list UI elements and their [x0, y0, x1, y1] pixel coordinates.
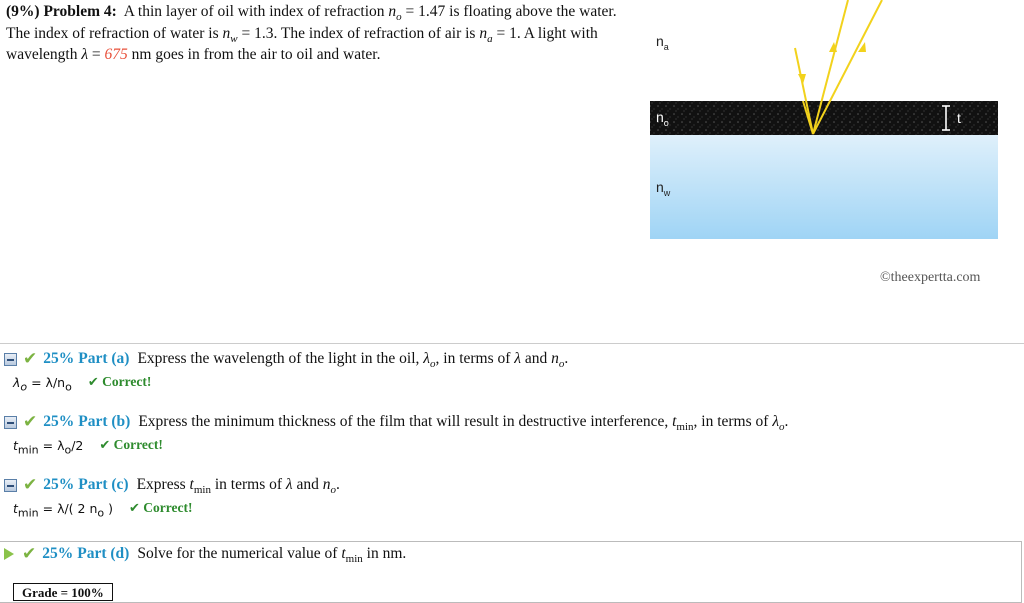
check-icon: ✔ [99, 438, 111, 453]
problem-text: nm goes in from the air to oil and water. [127, 46, 381, 63]
part-label[interactable]: Part (b) [78, 413, 131, 430]
checkmark-icon: ✔ [23, 349, 38, 369]
part-percent: 25% [42, 545, 74, 562]
label-n-oil: $n_o$ [656, 109, 669, 128]
thin-film-diagram [648, 0, 1000, 240]
problem-statement [6, 1, 618, 66]
part-question: Express $t_{min}$ in terms of λ and $n_o$. [136, 476, 340, 497]
problem-text: = [88, 46, 105, 63]
collapse-icon[interactable] [4, 479, 17, 492]
part-percent: 25% [43, 413, 75, 430]
part-b-answer [13, 437, 163, 456]
problem-text: = 1.47 is floating above the water. The index of refraction of water is [6, 3, 617, 42]
answer-expression: $t_{min} = \lambda/$( 2 $n_o$ ) [13, 500, 113, 519]
answer-expression: $t_{min} = \lambda_o/2$ [13, 437, 84, 456]
part-c [4, 474, 340, 496]
checkmark-icon: ✔ [23, 475, 38, 495]
label-n-air: $n_a$ [656, 33, 669, 52]
part-question: Express the minimum thickness of the film that will result in destructive interference, $t_{min}$, in terms of $\lambda_o$. [138, 413, 789, 434]
part-b [4, 411, 788, 433]
symbol-n: n [388, 3, 397, 20]
part-question: Express the wavelength of the light in the oil, $\lambda_o$, in terms of λ and $n_o$. [137, 350, 569, 371]
subscript-w: w [230, 32, 238, 45]
label-t: t [957, 110, 961, 126]
section-divider [0, 343, 1024, 344]
part-c-answer [13, 500, 193, 519]
part-percent: 25% [43, 350, 75, 367]
correct-status: ✔ Correct! [99, 437, 163, 453]
subscript-a: a [487, 32, 493, 45]
problem-text: = 1.3. The index of refraction of air is [237, 24, 480, 42]
label-n-water: $n_w$ [656, 179, 671, 198]
part-label[interactable]: Part (d) [77, 545, 130, 562]
collapse-icon[interactable] [4, 416, 17, 429]
check-icon: ✔ [128, 501, 140, 516]
collapse-icon[interactable] [4, 353, 17, 366]
part-label[interactable]: Part (c) [78, 476, 129, 493]
grade-box: Grade = 100% [13, 583, 113, 601]
water-region [650, 135, 998, 239]
lambda-symbol: λ [81, 46, 89, 63]
part-question: Solve for the numerical value of $t_{min}$ in nm. [137, 545, 407, 566]
part-a-answer [13, 374, 152, 393]
copyright-text: ©theexpertta.com [880, 270, 981, 285]
symbol-n: n [479, 24, 488, 42]
correct-status: ✔ Correct! [128, 500, 193, 516]
checkmark-icon: ✔ [23, 412, 38, 432]
part-percent: 25% [43, 476, 75, 493]
part-label[interactable]: Part (a) [78, 350, 130, 367]
problem-text: = 1. A light with wavelength [6, 24, 598, 63]
expand-play-icon[interactable] [4, 548, 14, 560]
part-d [4, 543, 406, 565]
problem-weight: (9%) [6, 3, 40, 20]
part-a [4, 348, 568, 370]
answer-expression: $\lambda_o = \lambda/n_o$ [13, 374, 72, 393]
subscript-o: o [396, 11, 402, 24]
correct-status: ✔ Correct! [87, 374, 152, 390]
checkmark-icon: ✔ [22, 544, 37, 564]
problem-label: Problem 4: [43, 3, 117, 20]
symbol-n: n [222, 24, 231, 42]
problem-text: A thin layer of oil with index of refraction [123, 3, 389, 20]
check-icon: ✔ [87, 375, 99, 390]
wavelength-value: 675 [104, 46, 128, 63]
